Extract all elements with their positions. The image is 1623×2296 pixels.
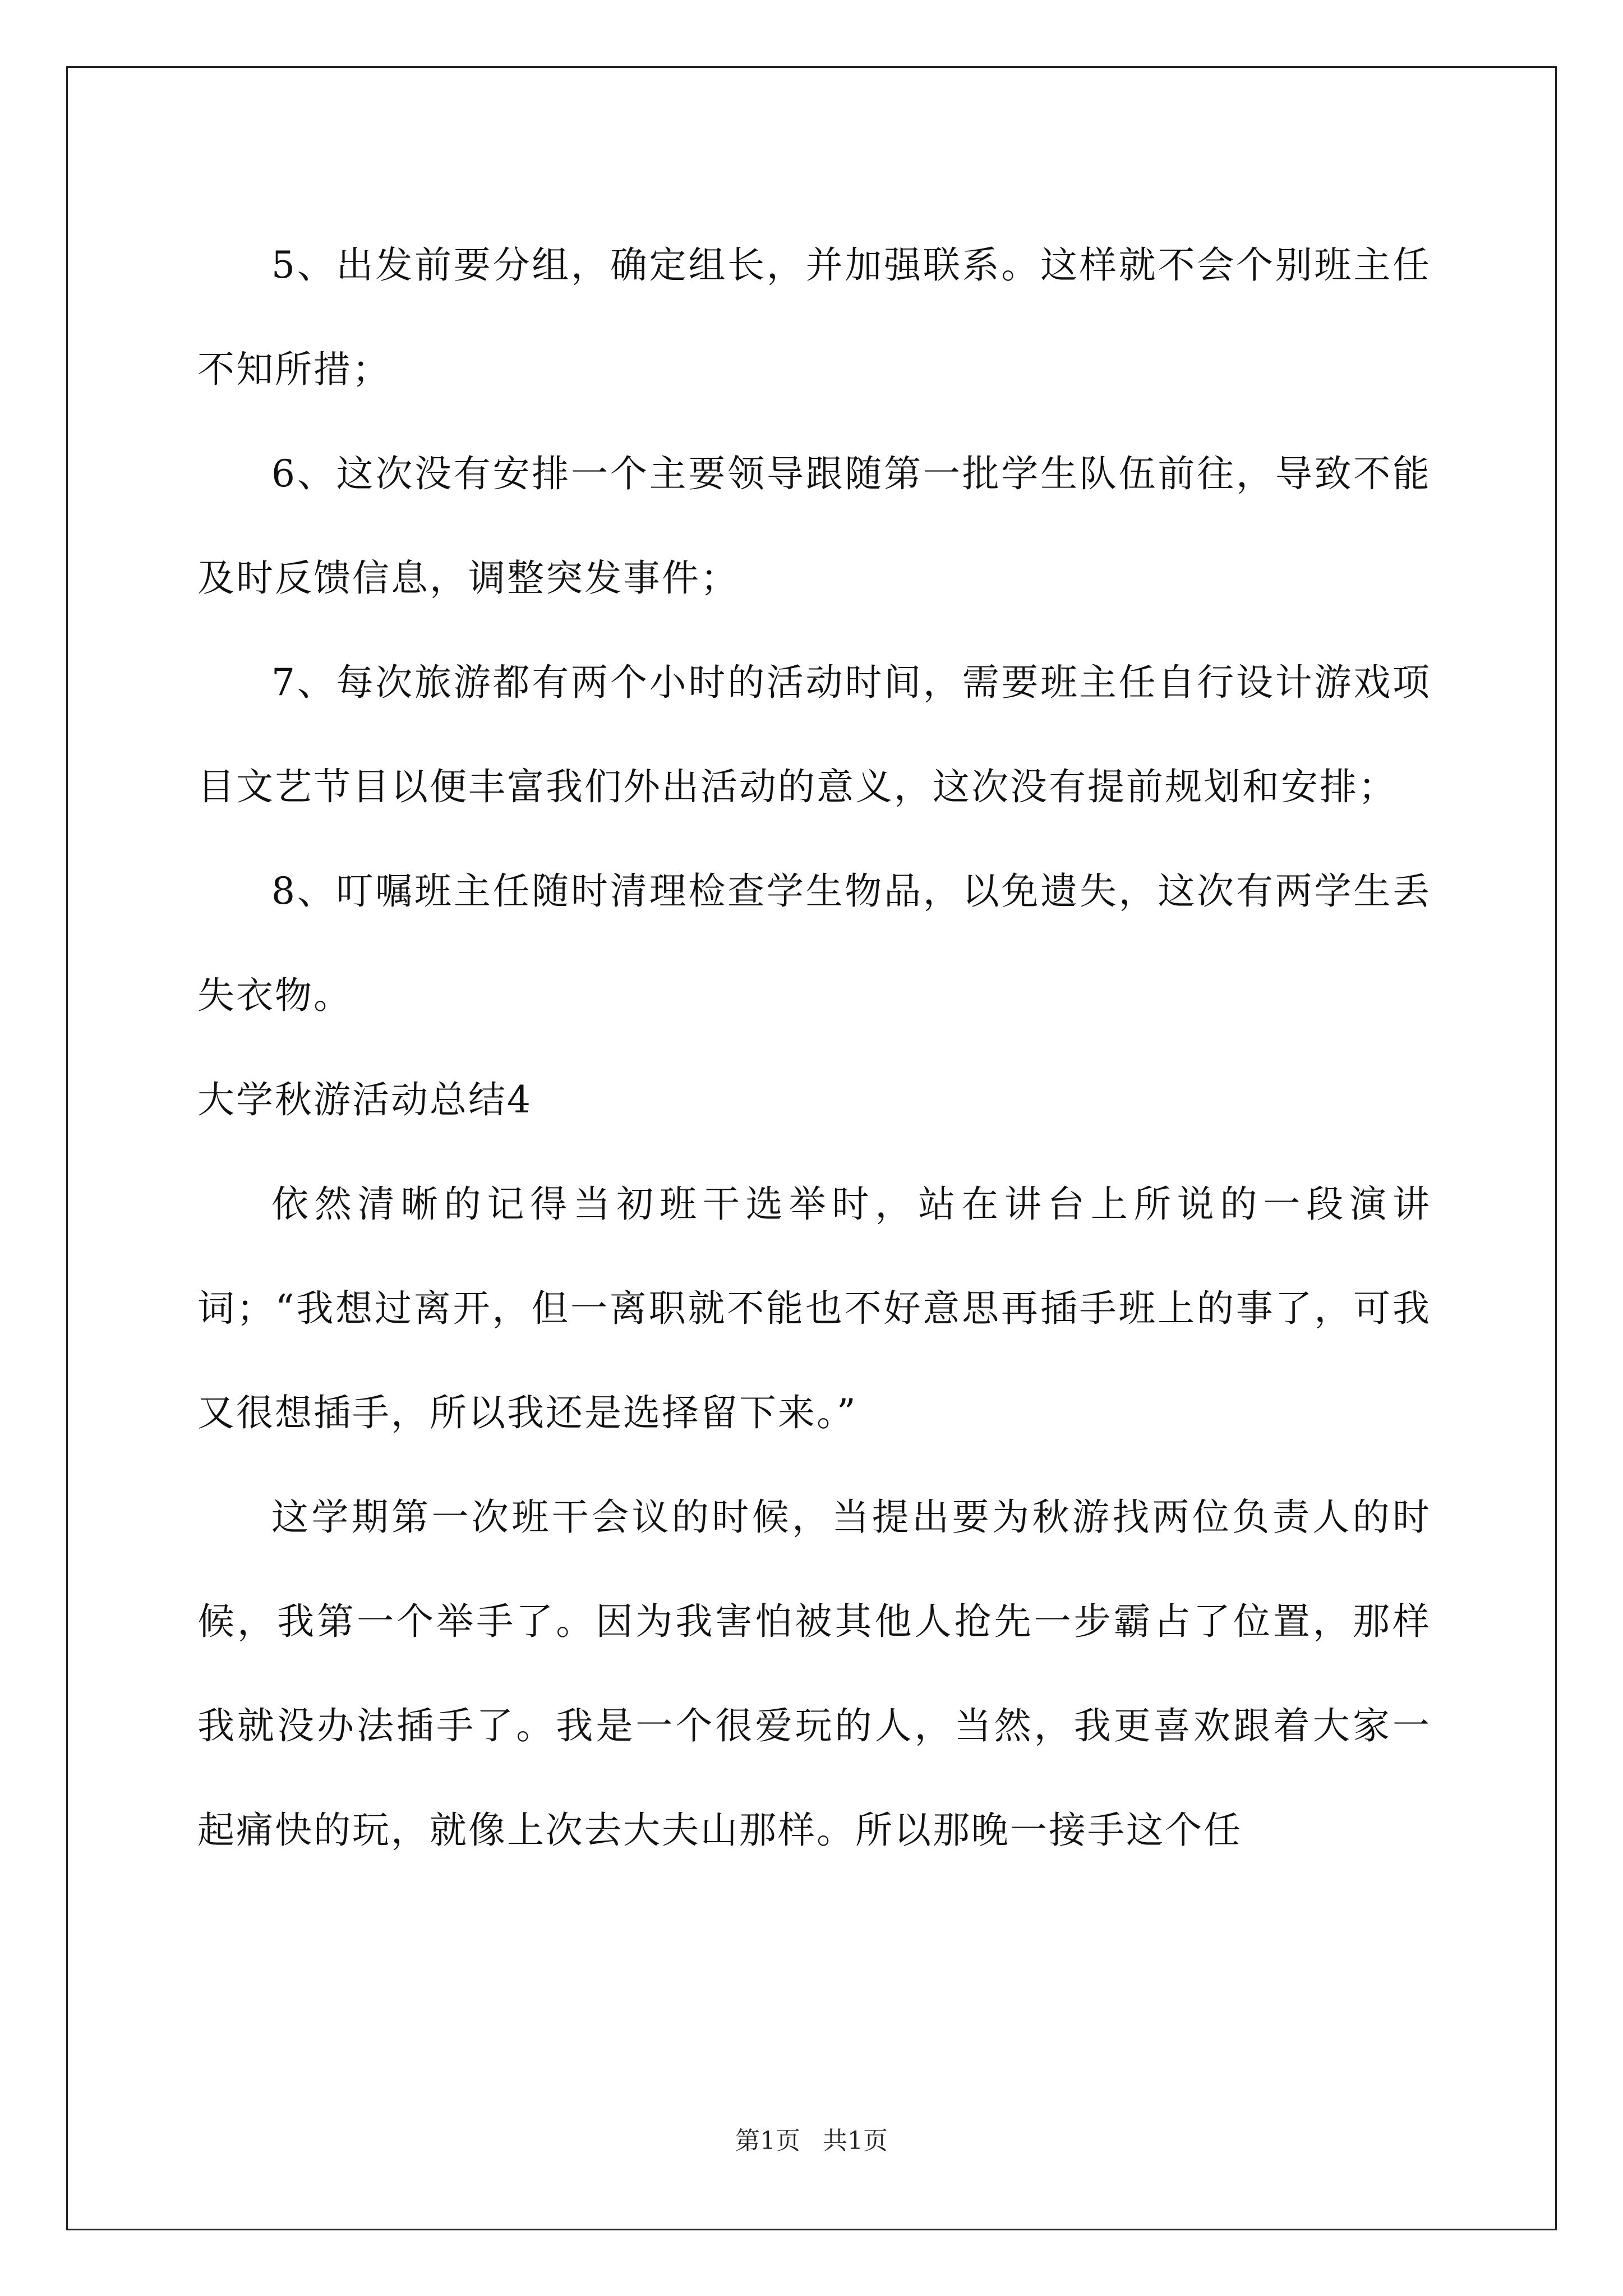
paragraph-speech: 依然清晰的记得当初班干选举时，站在讲台上所说的一段演讲词；“我想过离开，但一离职就不能也不好意思再插手班上的事了，可我又很想插手，所以我还是选择留下来。” bbox=[197, 1182, 1431, 1434]
paragraph-item-8: 8、叮嘱班主任随时清理检查学生物品，以免遗失，这次有两学生丢失衣物。 bbox=[197, 869, 1431, 1017]
section-heading: 大学秋游活动总结4 bbox=[197, 1078, 532, 1121]
page-number-current: 第1页 bbox=[735, 2127, 800, 2155]
paragraph-item-7: 7、每次旅游都有两个小时的活动时间，需要班主任自行设计游戏项目文艺节目以便丰富我们外出活动的意义，这次没有提前规划和安排； bbox=[197, 661, 1431, 808]
paragraph-item-5: 5、出发前要分组，确定组长，并加强联系。这样就不会个别班主任不知所措； bbox=[197, 243, 1431, 391]
page-number-total: 共1页 bbox=[823, 2127, 888, 2155]
page-footer bbox=[0, 2124, 1623, 2158]
paragraph-meeting: 这学期第一次班干会议的时候，当提出要为秋游找两位负责人的时候，我第一个举手了。因为我害怕被其他人抢先一步霸占了位置，那样我就没办法插手了。我是一个很爱玩的人，当然，我更喜欢跟着大家一起痛快的玩，就像上次去大夫山那样。所以那晚一接手这个任 bbox=[197, 1496, 1431, 1852]
document-body bbox=[197, 213, 1431, 1883]
paragraph-item-6: 6、这次没有安排一个主要领导跟随第一批学生队伍前往，导致不能及时反馈信息，调整突发事件； bbox=[197, 452, 1431, 600]
